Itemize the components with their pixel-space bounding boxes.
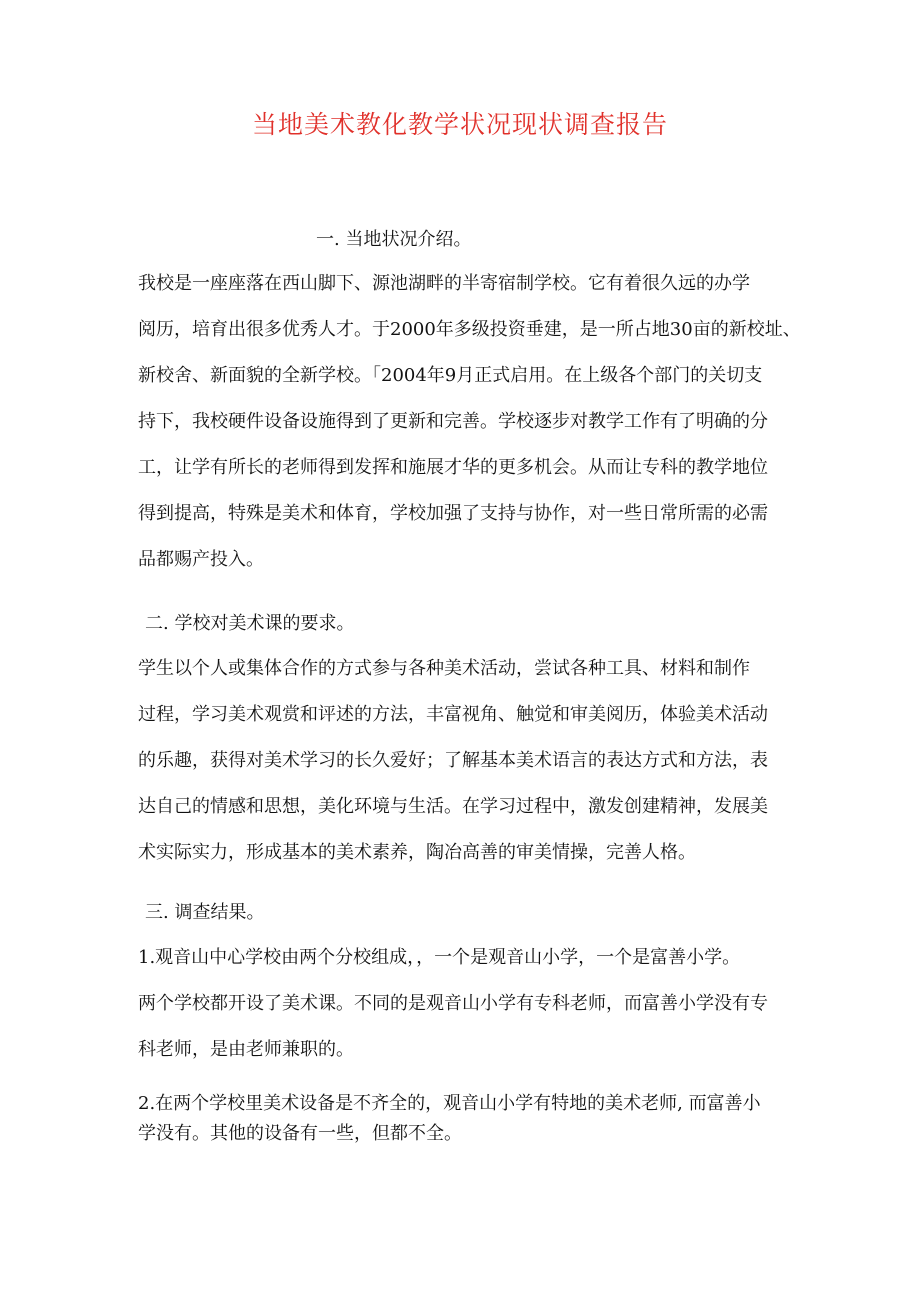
- page-title: 当地美术教化教学状况现状调查报告: [251, 110, 668, 139]
- section-heading-1: 一. 当地状况介绍。: [316, 229, 472, 250]
- paragraph-line: 的乐趣，获得对美术学习的长久爱好；了解基本美术语言的表达方式和方法，表: [138, 750, 768, 771]
- paragraph-line: 品都赐产投入。: [138, 549, 264, 570]
- paragraph-line: 我校是一座座落在西山脚下、源池湖畔的半寄宿制学校。它有着很久远的办学: [138, 273, 750, 294]
- paragraph-4: [138, 1089, 790, 1149]
- paragraph-3: [138, 935, 790, 1073]
- section-heading-3: 三. 调查结果。: [145, 902, 265, 923]
- paragraph-line: 新校舍、新面貌的全新学校。「2004年9月正式启用。在上级各个部门的关切支: [138, 365, 763, 386]
- paragraph-line: 工，让学有所长的老师得到发挥和施展才华的更多机会。从而让专科的教学地位: [138, 457, 768, 478]
- paragraph-line: 学生以个人或集体合作的方式参与各种美术活动，尝试各种工具、材料和制作: [138, 658, 750, 679]
- paragraph-line: 1.观音山中心学校由两个分校组成，，一个是观音山小学，一个是富善小学。: [138, 947, 741, 968]
- paragraph-2: [138, 646, 790, 876]
- paragraph-line: 2.在两个学校里美术设备是不齐全的，观音山小学有特地的美术老师, 而富善小: [138, 1093, 761, 1114]
- paragraph-line: 学没有。其他的设备有一些，但都不全。: [138, 1123, 462, 1144]
- paragraph-1: [138, 261, 801, 583]
- paragraph-line: 持下，我校硬件设备设施得到了更新和完善。学校逐步对教学工作有了明确的分: [138, 411, 768, 432]
- paragraph-line: 得到提高，特殊是美术和体育，学校加强了支持与协作，对一些日常所需的必需: [138, 503, 768, 524]
- paragraph-line: 术实际实力，形成基本的美术素养，陶冶高善的审美情操，完善人格。: [138, 842, 696, 863]
- paragraph-line: 两个学校都开设了美术课。不同的是观音山小学有专科老师，而富善小学没有专: [138, 993, 768, 1014]
- paragraph-line: 过程，学习美术观赏和评述的方法，丰富视角、触觉和审美阅历，体验美术活动: [138, 704, 768, 725]
- paragraph-line: 科老师，是由老师兼职的。: [138, 1039, 354, 1060]
- paragraph-line: 达自己的情感和思想，美化环境与生活。在学习过程中，激发创建精神，发展美: [138, 796, 768, 817]
- section-heading-2: 二. 学校对美术课的要求。: [145, 613, 355, 634]
- paragraph-line: 阅历，培育出很多优秀人才。于2000年多级投资垂建，是一所占地30亩的新校址、: [138, 319, 801, 340]
